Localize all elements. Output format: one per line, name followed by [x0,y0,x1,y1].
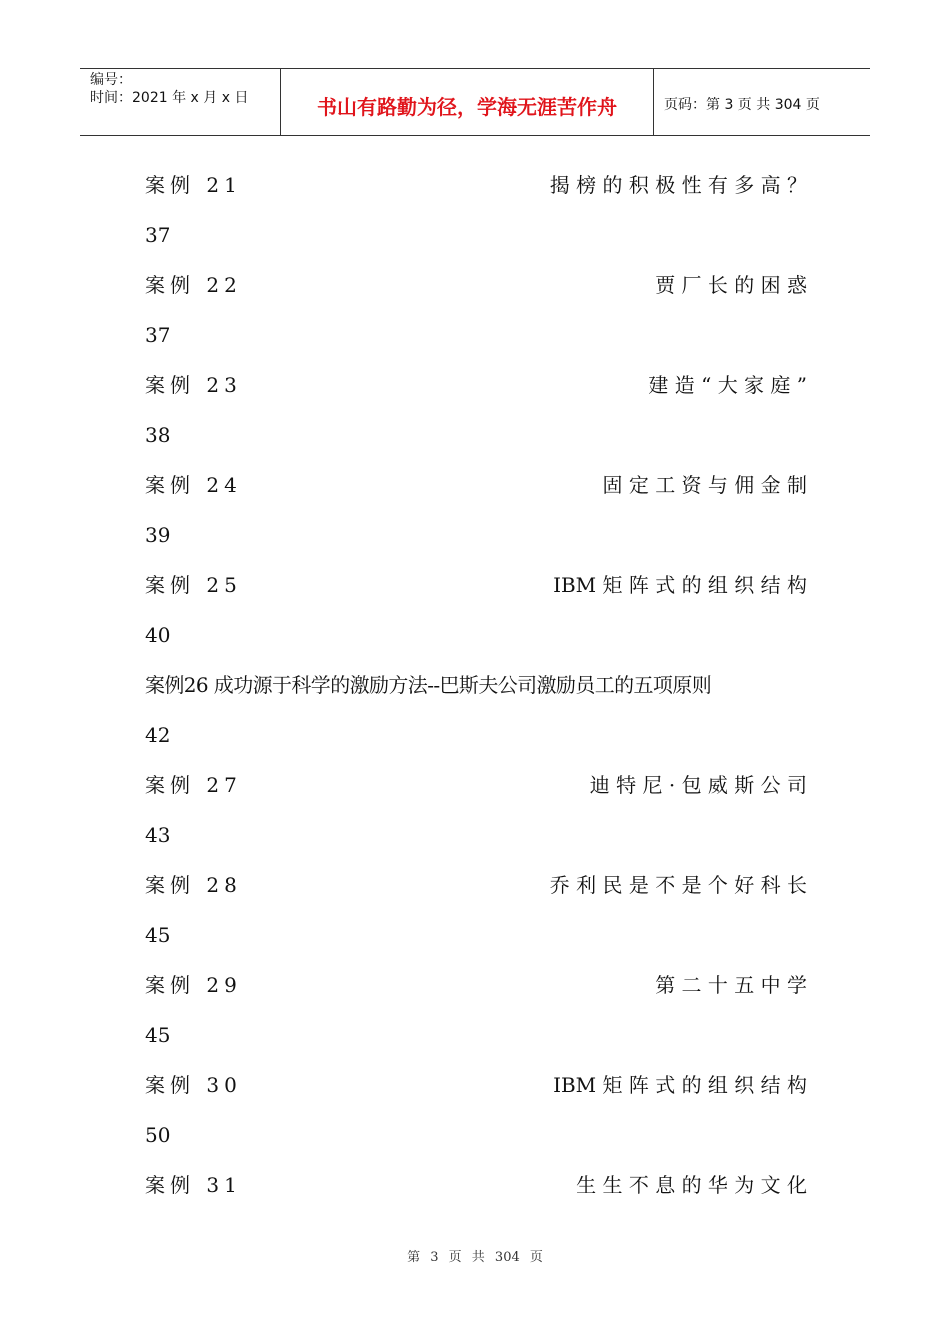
toc-case-title: 贾 厂 长 的 困 惑 [655,273,807,297]
toc-case-label: 案例 27 [145,773,242,797]
toc-case-label: 案例 21 [145,173,242,197]
toc-case-title: 建 造 “ 大 家 庭 ” [648,373,807,397]
toc-page-row [145,410,807,460]
toc-page-number: 45 [145,1023,171,1047]
toc-case-title: IBM 矩 阵 式 的 组 织 结 构 [553,573,807,597]
toc-case-label: 案例 24 [145,473,242,497]
toc-page-number: 42 [145,723,171,747]
toc-page-number: 45 [145,923,171,947]
toc-page-number: 37 [145,223,171,247]
toc-case-label: 案例 23 [145,373,242,397]
toc-case-label: 案例 22 [145,273,242,297]
toc-page-number: 38 [145,423,171,447]
toc-entry [145,260,807,310]
toc-entry [145,860,807,910]
toc-page-row [145,310,807,360]
toc-page-number: 37 [145,323,171,347]
page-header [80,68,870,136]
toc-case-label: 案例 25 [145,573,242,597]
toc-entry [145,360,807,410]
header-page-info: 页码：第 3 页 共 304 页 [664,97,820,113]
toc-page-row [145,610,807,660]
header-motto: 书山有路勤为径，学海无涯苦作舟 [281,69,654,135]
toc-page-row [145,810,807,860]
toc-page-row [145,510,807,560]
toc-case-label: 案例 31 [145,1173,242,1197]
toc-entry [145,160,807,210]
toc-page-row [145,1010,807,1060]
toc-page-row [145,710,807,760]
toc-case-label: 案例 30 [145,1073,242,1097]
toc-case-title: 固 定 工 资 与 佣 金 制 [602,473,807,497]
toc-page-number: 43 [145,823,171,847]
toc-entry [145,560,807,610]
toc-case-title: 生 生 不 息 的 华 为 文 化 [576,1173,807,1197]
table-of-contents [145,160,807,1210]
toc-page-row [145,910,807,960]
toc-case-full-title: 案例26 成功源于科学的激励方法--巴斯夫公司激励员工的五项原则 [145,673,712,697]
toc-page-number: 50 [145,1123,171,1147]
toc-case-label: 案例 29 [145,973,242,997]
toc-entry [145,760,807,810]
toc-case-title: 乔 利 民 是 不 是 个 好 科 长 [549,873,807,897]
toc-page-number: 40 [145,623,171,647]
toc-entry [145,1160,807,1210]
time-label: 时间：2021 年 x 月 x 日 [90,90,249,106]
toc-case-label: 案例 28 [145,873,242,897]
toc-case-title: 迪 特 尼 · 包 威 斯 公 司 [589,773,807,797]
toc-entry [145,960,807,1010]
toc-page-number: 39 [145,523,171,547]
toc-case-title: 第 二 十 五 中 学 [655,973,807,997]
number-label: 编号： [90,72,132,88]
toc-entry [145,460,807,510]
toc-case-title: 揭 榜 的 积 极 性 有 多 高 ？ [549,173,807,197]
toc-entry [145,660,807,710]
toc-page-row [145,1110,807,1160]
page-footer: 第 3 页 共 304 页 [407,1250,543,1265]
toc-case-title: IBM 矩 阵 式 的 组 织 结 构 [553,1073,807,1097]
header-meta [80,69,281,135]
toc-page-row [145,210,807,260]
toc-entry [145,1060,807,1110]
